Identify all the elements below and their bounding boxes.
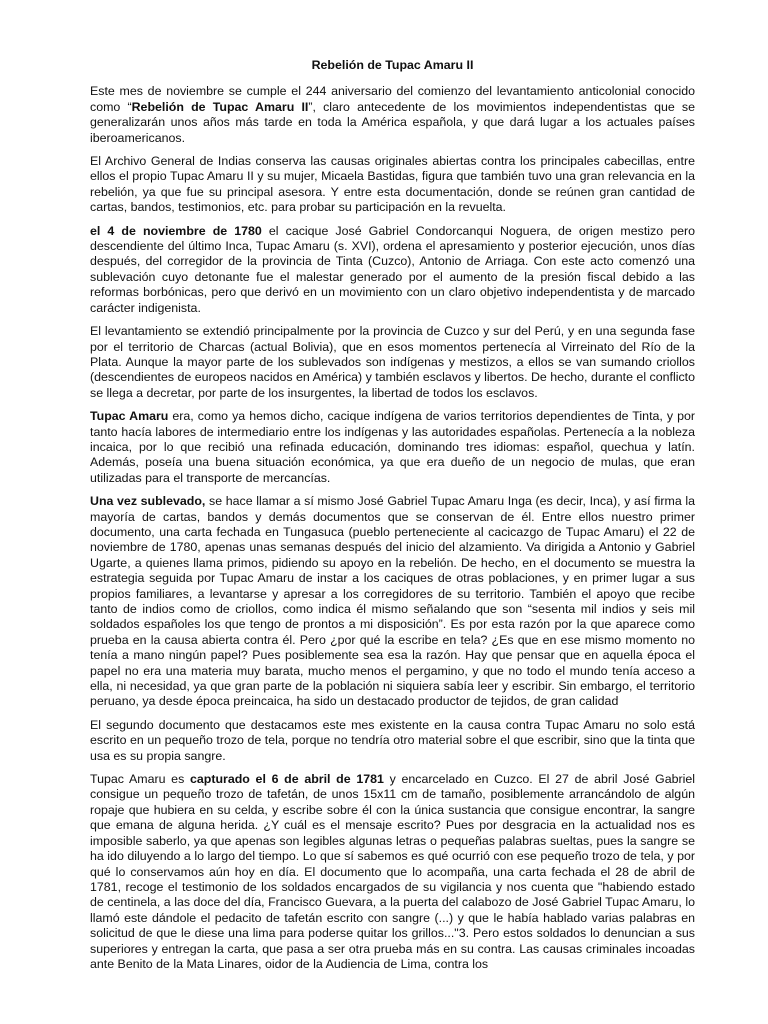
document-title: Rebelión de Tupac Amaru II (311, 58, 474, 72)
paragraph-1 (90, 84, 695, 146)
paragraph-1-text-a: Este mes de noviembre se cumple el 244 aniversario del comienzo del levantamiento anticolonial conocido como “ (90, 84, 695, 114)
paragraph-6-text: se hace llamar a sí mismo José Gabriel Tupac Amaru Inga (es decir, Inca), y así firma la mayoría de cartas, bandos y demás documentos que se conservan de él. Entre ellos nuestro primer documento, una carta fechada en Tungasuca (pueblo perteneciente al cacicazgo de Tupac Amaru) el 22 de noviembre de 1780, apenas unas semanas después del inicio del alzamiento. Va dirigida a Antonio y Gabriel Ugarte, a quienes llama primos, pidiendo su apoyo en la rebelión. De hecho, en el documento se muestra la estrategia seguida por Tupac Amaru de instar a los caciques de otras poblaciones, y en primer lugar a sus propios familiares, a levantarse y apresar a los corregidores de su territorio. También el apoyo que recibe tanto de indios como de criollos, como indica él mismo señalando que son “sesenta mil indios y seis mil soldados españoles los que tengo de prontos a mi disposición”. Es por esta razón por la que aparece como prueba en la causa abierta contra él. Pero ¿por qué la escribe en tela? ¿Es que en ese mismo momento no tenía a mano ningún papel? Pues posiblemente sea esa la razón. Hay que pensar que en aquella época el papel no era una materia muy barata, mucho menos el pergamino, y que no todo el mundo tenía acceso a ella, ni necesidad, ya que gran parte de la población ni siquiera sabía leer y escribir. Sin embargo, el territorio peruano, ya desde época preincaica, ha sido un destacado productor de tejidos, de gran calidad (90, 494, 696, 709)
document-page (90, 58, 695, 980)
paragraph-8-text-c: y encarcelado en Cuzco. El 27 de abril José Gabriel consigue un pequeño trozo de tafetán, de unos 15x11 cm de tamaño, posiblemente arrancándolo de algún ropaje que hubiera en su celda, y escribe sobre él con la única sustancia que consigue encontrar, la sangre que emana de alguna herida. ¿Y cuál es el mensaje escrito? Pues por desgracia en la actualidad nos es imposible saberlo, ya que apenas son legibles algunas letras o pequeñas palabras sueltas, pues la sangre se ha ido diluyendo a lo largo del tiempo. Lo que sí sabemos es qué ocurrió con ese pequeño trozo de tela, y por qué lo conservamos aún hoy en día. El documento que lo acompaña, una carta fechada el 28 de abril de 1781, recoge el testimonio de los soldados encargados de su vigilancia y nos cuenta que "habiendo estado de centinela, a las doce del día, Francisco Guevara, a la puerta del calabozo de José Gabriel Tupac Amaru, lo llamó este dándole el pedacito de tafetán escrito con sangre (...) y que le había hablado varias palabras en solicitud de que le diese una lima para poderse quitar los grillos..."3. Pero estos soldados lo denuncian a sus superiores y entregan la carta, que pasa a ser otra prueba más en su contra. Las causas criminales incoadas ante Benito de la Mata Linares, oidor de la Audiencia de Lima, contra los (90, 772, 695, 971)
paragraph-2: El Archivo General de Indias conserva las causas originales abiertas contra los principales cabecillas, entre ellos el propio Tupac Amaru II y su mujer, Micaela Bastidas, figura que también tuvo una gran relevancia en la rebelión, ya que fue su principal asesora. Y entre esta documentación, donde se reúnen gran cantidad de cartas, bandos, testimonios, etc. para probar su participación en la revuelta. (90, 154, 695, 215)
paragraph-6 (90, 494, 695, 710)
paragraph-1-text-c: ”, claro antecedente de los movimientos independentistas que se generalizarán unos años más tarde en toda la América española, y que dará lugar a los actuales países iberoamericanos. (90, 99, 696, 145)
paragraph-3 (90, 224, 695, 316)
paragraph-1-bold: Rebelión de Tupac Amaru II (131, 99, 309, 114)
paragraph-5-text: era, como ya hemos dicho, cacique indígena de varios territorios dependientes de Tinta, y por tanto hacía labores de intermediario entre los indígenas y las autoridades españolas. Pertenecía a la nobleza incaica, por lo que recibió una refinada educación, dominando tres idiomas: español, quechua y latín. Además, poseía una buena situación económica, ya que era dueño de un negocio de mulas, que eran utilizadas para el transporte de mercancías. (90, 409, 695, 485)
paragraph-3-bold: el 4 de noviembre de 1780 (90, 223, 262, 238)
paragraph-6-bold: Una vez sublevado, (90, 494, 206, 509)
paragraph-8 (90, 772, 695, 972)
paragraph-8-text-a: Tupac Amaru es (90, 772, 190, 787)
paragraph-5 (90, 409, 695, 486)
paragraph-8-bold: capturado el 6 de abril de 1781 (189, 772, 384, 787)
paragraph-4: El levantamiento se extendió principalmente por la provincia de Cuzco y sur del Perú, y en una segunda fase por el territorio de Charcas (actual Bolivia), que en esos momentos pertenecía al Virreinato del Río de la Plata. Aunque la mayor parte de los sublevados son indígenas y mestizos, a ellos se van sumando criollos (descendientes de europeos nacidos en América) y también esclavos y libertos. De hecho, durante el conflicto se llega a decretar, por parte de los insurgentes, la libertad de todos los esclavos. (90, 324, 695, 400)
paragraph-5-bold: Tupac Amaru (90, 409, 169, 424)
paragraph-3-text: el cacique José Gabriel Condorcanqui Noguera, de origen mestizo pero descendiente del último Inca, Tupac Amaru (s. XVI), ordena el apresamiento y posterior ejecución, unos días después, del corregidor de la provincia de Tinta (Cuzco), Antonio de Arriaga. Con este acto comenzó una sublevación cuyo detonante fue el malestar generado por el aumento de la presión fiscal debido a las reformas borbónicas, pero que derivó en un movimiento con un claro objetivo independentista y de marcado carácter indigenista. (90, 223, 695, 315)
paragraph-7: El segundo documento que destacamos este mes existente en la causa contra Tupac Amaru no solo está escrito en un pequeño trozo de tela, porque no tendría otro material sobre el que escribir, sino que la tinta que usa es su propia sangre. (90, 717, 695, 763)
